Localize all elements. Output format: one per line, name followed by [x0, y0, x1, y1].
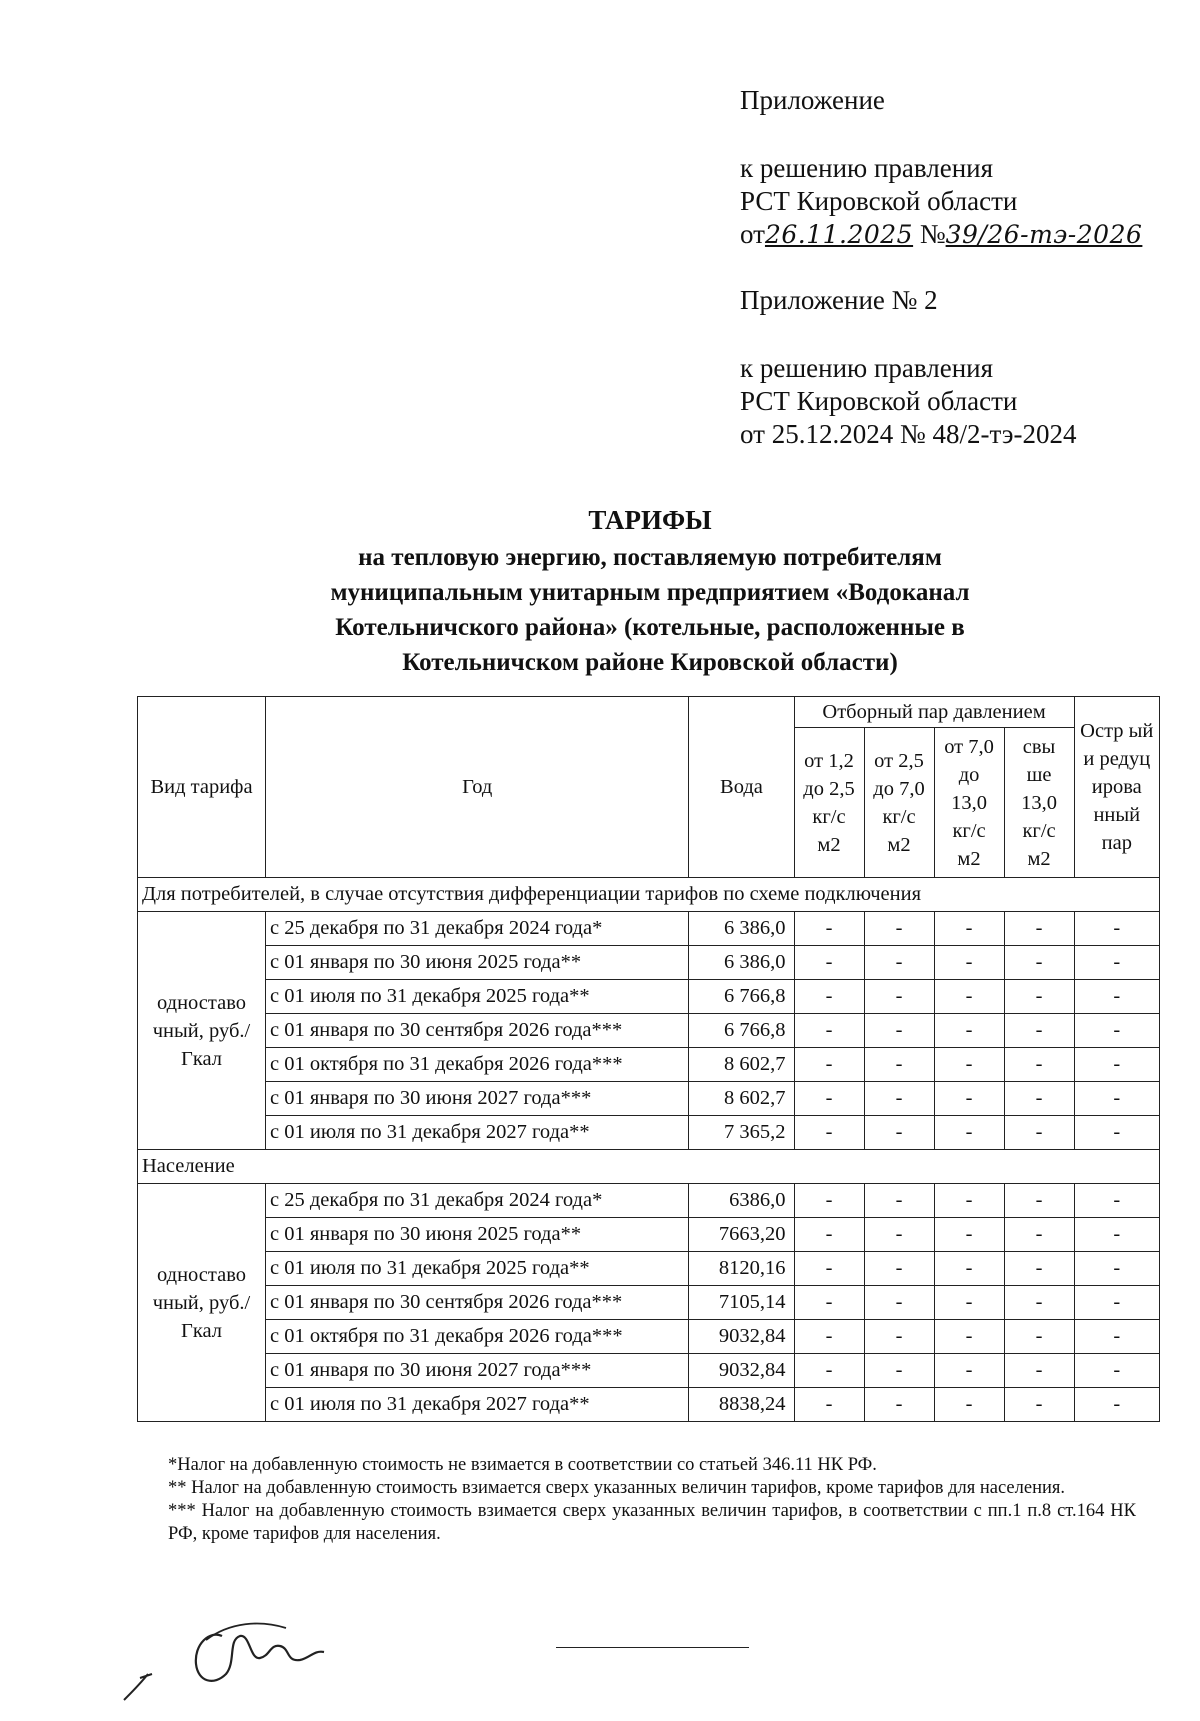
empty-value-cell: -	[864, 946, 934, 980]
tariff-type-cell: одноставо чный, руб./Гкал	[138, 1184, 266, 1422]
table-row	[138, 1286, 1160, 1320]
empty-value-cell: -	[1004, 1082, 1074, 1116]
decision-line-2: РСТ Кировской области	[740, 186, 1018, 216]
section-title: Для потребителей, в случае отсутствия дифференциации тарифов по схеме подключения	[138, 878, 1160, 912]
empty-value-cell: -	[794, 1048, 864, 1082]
table-row	[138, 1048, 1160, 1082]
empty-value-cell: -	[934, 1014, 1004, 1048]
appendix-title	[740, 84, 1160, 117]
handwritten-number: 39/26-тэ-2026	[945, 220, 1143, 249]
empty-value-cell: -	[864, 1252, 934, 1286]
subtitle-line-2: муниципальным унитарным предприятием «Водоканал	[330, 579, 970, 606]
water-value-cell: 9032,84	[689, 1320, 794, 1354]
subtitle-line-3: Котельничского района» (котельные, расположенные в	[335, 614, 965, 641]
empty-value-cell: -	[1074, 1014, 1159, 1048]
water-value-cell: 7 365,2	[689, 1116, 794, 1150]
table-row	[138, 946, 1160, 980]
empty-value-cell: -	[864, 912, 934, 946]
empty-value-cell: -	[864, 1320, 934, 1354]
appendix-decision-ref	[740, 152, 1160, 251]
empty-value-cell: -	[864, 1184, 934, 1218]
number-prefix: №	[919, 219, 946, 249]
empty-value-cell: -	[1004, 946, 1074, 980]
empty-value-cell: -	[934, 1388, 1004, 1422]
section-row	[138, 1150, 1160, 1184]
water-value-cell: 8 602,7	[689, 1082, 794, 1116]
empty-value-cell: -	[1074, 1184, 1159, 1218]
empty-value-cell: -	[934, 980, 1004, 1014]
footnotes	[168, 1454, 1136, 1546]
period-cell: с 01 июля по 31 декабря 2025 года**	[266, 1252, 689, 1286]
empty-value-cell: -	[1074, 1218, 1159, 1252]
empty-value-cell: -	[864, 1286, 934, 1320]
empty-value-cell: -	[1004, 1218, 1074, 1252]
period-cell: с 01 июля по 31 декабря 2027 года**	[266, 1388, 689, 1422]
empty-value-cell: -	[1004, 1388, 1074, 1422]
water-value-cell: 6 766,8	[689, 1014, 794, 1048]
period-cell: с 25 декабря по 31 декабря 2024 года*	[266, 912, 689, 946]
empty-value-cell: -	[934, 1184, 1004, 1218]
period-cell: с 01 января по 30 июня 2027 года***	[266, 1082, 689, 1116]
appendix2-title	[740, 284, 1160, 317]
table-row	[138, 1116, 1160, 1150]
date-prefix: от	[740, 219, 765, 249]
period-cell: с 01 октября по 31 декабря 2026 года***	[266, 1320, 689, 1354]
water-value-cell: 7663,20	[689, 1218, 794, 1252]
empty-value-cell: -	[1074, 1048, 1159, 1082]
table-row	[138, 1014, 1160, 1048]
empty-value-cell: -	[864, 1354, 934, 1388]
water-value-cell: 6 386,0	[689, 946, 794, 980]
empty-value-cell: -	[934, 1082, 1004, 1116]
empty-value-cell: -	[794, 912, 864, 946]
period-cell: с 01 июля по 31 декабря 2025 года**	[266, 980, 689, 1014]
header-pressure-1: от 1,2 до 2,5 кг/с м2	[794, 728, 864, 878]
empty-value-cell: -	[1004, 1252, 1074, 1286]
empty-value-cell: -	[1004, 1286, 1074, 1320]
water-value-cell: 6 386,0	[689, 912, 794, 946]
water-value-cell: 7105,14	[689, 1286, 794, 1320]
empty-value-cell: -	[1074, 1320, 1159, 1354]
appendix2-title-text: Приложение № 2	[740, 285, 938, 315]
period-cell: с 01 января по 30 июня 2025 года**	[266, 1218, 689, 1252]
empty-value-cell: -	[864, 1388, 934, 1422]
table-row	[138, 1218, 1160, 1252]
empty-value-cell: -	[794, 1218, 864, 1252]
period-cell: с 01 октября по 31 декабря 2026 года***	[266, 1048, 689, 1082]
appendix2-line-2: РСТ Кировской области	[740, 386, 1018, 416]
empty-value-cell: -	[1074, 1082, 1159, 1116]
table-row	[138, 1354, 1160, 1388]
header-pressure-3: от 7,0 до 13,0 кг/с м2	[934, 728, 1004, 878]
table-row	[138, 1388, 1160, 1422]
empty-value-cell: -	[864, 1218, 934, 1252]
empty-value-cell: -	[1074, 912, 1159, 946]
empty-value-cell: -	[1004, 980, 1074, 1014]
empty-value-cell: -	[1074, 1286, 1159, 1320]
empty-value-cell: -	[934, 946, 1004, 980]
subtitle-line-4: Котельничском районе Кировской области)	[402, 649, 898, 676]
table-row	[138, 1320, 1160, 1354]
water-value-cell: 8120,16	[689, 1252, 794, 1286]
empty-value-cell: -	[1074, 1354, 1159, 1388]
header-water: Вода	[689, 697, 794, 878]
table-row	[138, 1252, 1160, 1286]
empty-value-cell: -	[1004, 1048, 1074, 1082]
period-cell: с 01 января по 30 сентября 2026 года***	[266, 1286, 689, 1320]
signature-image	[110, 1600, 370, 1710]
empty-value-cell: -	[934, 1354, 1004, 1388]
period-cell: с 25 декабря по 31 декабря 2024 года*	[266, 1184, 689, 1218]
decision-date-line	[740, 218, 1160, 251]
table-row	[138, 912, 1160, 946]
header-sharp-steam: Остр ый и редуц ирова нный пар	[1074, 697, 1159, 878]
empty-value-cell: -	[934, 1286, 1004, 1320]
empty-value-cell: -	[864, 980, 934, 1014]
document-subtitle	[120, 540, 1180, 680]
period-cell: с 01 января по 30 июня 2027 года***	[266, 1354, 689, 1388]
tariffs-table	[137, 696, 1160, 1422]
water-value-cell: 8 602,7	[689, 1048, 794, 1082]
appendix2-decision-ref	[740, 352, 1160, 451]
empty-value-cell: -	[1004, 1184, 1074, 1218]
empty-value-cell: -	[794, 1320, 864, 1354]
footnote-2: ** Налог на добавленную стоимость взимается сверх указанных величин тарифов, кроме тарифов для населения.	[168, 1478, 1066, 1498]
header-pressure-4: свы ше 13,0 кг/с м2	[1004, 728, 1074, 878]
table-row	[138, 1082, 1160, 1116]
section-title: Население	[138, 1150, 1160, 1184]
empty-value-cell: -	[794, 1014, 864, 1048]
signature-rule	[556, 1647, 749, 1648]
empty-value-cell: -	[1004, 1320, 1074, 1354]
period-cell: с 01 января по 30 июня 2025 года**	[266, 946, 689, 980]
empty-value-cell: -	[794, 1116, 864, 1150]
handwritten-date: 26.11.2025	[764, 220, 914, 249]
empty-value-cell: -	[1004, 1014, 1074, 1048]
empty-value-cell: -	[864, 1048, 934, 1082]
header-vid: Вид тарифа	[138, 697, 266, 878]
empty-value-cell: -	[864, 1014, 934, 1048]
section-row	[138, 878, 1160, 912]
period-cell: с 01 июля по 31 декабря 2027 года**	[266, 1116, 689, 1150]
water-value-cell: 8838,24	[689, 1388, 794, 1422]
footnote-3: *** Налог на добавленную стоимость взимается сверх указанных величин тарифов, в соответствии с пп.1 п.8 ст.164 НК РФ, кроме тарифов для населения.	[168, 1501, 1136, 1544]
empty-value-cell: -	[794, 1082, 864, 1116]
empty-value-cell: -	[934, 1252, 1004, 1286]
subtitle-line-1: на тепловую энергию, поставляемую потребителям	[358, 544, 942, 571]
header-year: Год	[266, 697, 689, 878]
footnote-1: *Налог на добавленную стоимость не взимается в соответствии со статьей 346.11 НК РФ.	[168, 1455, 877, 1475]
empty-value-cell: -	[934, 1218, 1004, 1252]
document-title: ТАРИФЫ	[588, 505, 712, 535]
empty-value-cell: -	[794, 980, 864, 1014]
header-steam-group: Отборный пар давлением	[794, 697, 1074, 728]
empty-value-cell: -	[794, 946, 864, 980]
header-pressure-2: от 2,5 до 7,0 кг/с м2	[864, 728, 934, 878]
empty-value-cell: -	[934, 1048, 1004, 1082]
water-value-cell: 6 766,8	[689, 980, 794, 1014]
empty-value-cell: -	[1074, 1116, 1159, 1150]
empty-value-cell: -	[794, 1286, 864, 1320]
water-value-cell: 9032,84	[689, 1354, 794, 1388]
empty-value-cell: -	[1074, 946, 1159, 980]
appendix2-line-3: от 25.12.2024 № 48/2-тэ-2024	[740, 419, 1077, 449]
empty-value-cell: -	[934, 1116, 1004, 1150]
tariff-type-cell: одноставо чный, руб./Гкал	[138, 912, 266, 1150]
empty-value-cell: -	[794, 1184, 864, 1218]
empty-value-cell: -	[1004, 1116, 1074, 1150]
empty-value-cell: -	[934, 912, 1004, 946]
water-value-cell: 6386,0	[689, 1184, 794, 1218]
empty-value-cell: -	[1004, 1354, 1074, 1388]
decision-line-1: к решению правления	[740, 153, 994, 183]
empty-value-cell: -	[1074, 1388, 1159, 1422]
appendix-title-text: Приложение	[740, 85, 885, 115]
empty-value-cell: -	[794, 1388, 864, 1422]
table-row	[138, 980, 1160, 1014]
empty-value-cell: -	[1074, 1252, 1159, 1286]
empty-value-cell: -	[864, 1116, 934, 1150]
empty-value-cell: -	[1074, 980, 1159, 1014]
empty-value-cell: -	[934, 1320, 1004, 1354]
empty-value-cell: -	[864, 1082, 934, 1116]
appendix2-line-1: к решению правления	[740, 353, 994, 383]
table-row	[138, 1184, 1160, 1218]
empty-value-cell: -	[1004, 912, 1074, 946]
empty-value-cell: -	[794, 1354, 864, 1388]
period-cell: с 01 января по 30 сентября 2026 года***	[266, 1014, 689, 1048]
empty-value-cell: -	[794, 1252, 864, 1286]
